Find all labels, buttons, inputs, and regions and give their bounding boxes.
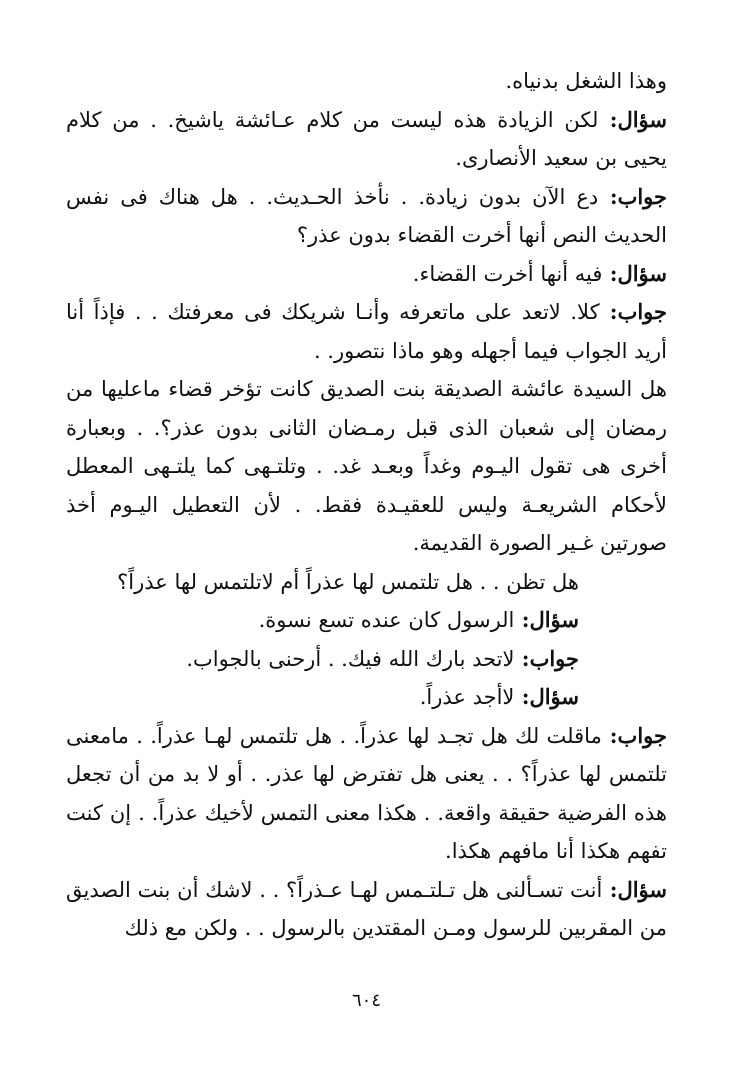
paragraph-5-text: كلا. لاتعد على ماتعرفه وأنـا شريكك فى معرفتك . . فإذاً أنا أريد الجواب فيما أجهله وهو ماذا نتصور. . <box>66 300 667 363</box>
paragraph-7 <box>66 563 667 602</box>
paragraph-3 <box>66 178 667 255</box>
page-number: ٦٠٤ <box>351 990 381 1011</box>
paragraph-4-text: فيه أنها أخرت القضاء. <box>412 261 603 286</box>
paragraph-1 <box>66 62 667 101</box>
paragraph-7-text: هل تظن . . هل تلتمس لها عذراً أم لاتلتمس لها عذراً؟ <box>117 569 579 594</box>
paragraph-2 <box>66 101 667 178</box>
paragraph-1-text: وهذا الشغل بدنياه. <box>505 69 667 93</box>
speaker-question: سؤال: <box>514 684 579 709</box>
speaker-question: سؤال: <box>514 607 579 632</box>
paragraph-8 <box>66 601 667 640</box>
paragraph-3-text: دع الآن بدون زيادة. . نأخذ الحـديث. . هل هناك فى نفس الحديث النص أنها أخرت القضاء بدون عذر؟ <box>66 184 667 247</box>
paragraph-2-text: لكن الزيادة هذه ليست من كلام عـائشة ياشيخ. . من كلام يحيى بن سعيد الأنصارى. <box>66 107 667 170</box>
paragraph-10 <box>66 678 667 717</box>
paragraph-5 <box>66 293 667 370</box>
paragraph-6-text: هل السيدة عائشة الصديقة بنت الصديق كانت تؤخر قضاء ماعليها من رمضان إلى شعبان الذى قبل رمـضان الثانى بدون عذر؟. . وبعبارة أخرى هى تقول اليـوم وغداً وبعـد غد. . وتلتـهى كما يلتـهى المعطل لأحكام الشريعـة وليس للعقيـدة فقط. . لأن التعطيل اليـوم أخذ صورتين غـير الصورة القديمة. <box>66 377 667 555</box>
paragraph-4 <box>66 255 667 294</box>
paragraph-6 <box>66 370 667 563</box>
paragraph-11 <box>66 717 667 871</box>
paragraph-12 <box>66 871 667 948</box>
speaker-answer: جواب: <box>601 722 667 748</box>
paragraph-9 <box>66 640 667 679</box>
paragraph-10-text: لاأجد عذراً. <box>419 685 515 709</box>
speaker-question: سؤال: <box>602 876 667 902</box>
speaker-answer: جواب: <box>599 299 667 324</box>
speaker-question: سؤال: <box>602 260 667 286</box>
paragraph-12-text: أنت تسـألنى هل تـلتـمس لهـا عـذراً؟ . . لاشك أن بنت الصديق من المقربين للرسول ومـن المقتدين بالرسول . . ولكن مع ذلك <box>66 877 667 940</box>
paragraph-11-text: ماقلت لك هل تجـد لها عذراً. . هل تلتمس لهـا عذراً. . مامعنى تلتمس لها عذراً؟ . . يعنى هل تفترض لها عذر. . أو لا بد من أن تجعل هذه الفرضية حقيقة واقعة. . هكذا معنى التمس لأخيك عذراً. . إن كنت تفهم هكذا أنا مافهم هكذا. <box>66 723 667 863</box>
page-body <box>66 62 667 948</box>
paragraph-9-text: لاتحد بارك الله فيك. . أرحنى بالجواب. <box>186 646 515 671</box>
speaker-question: سؤال: <box>598 106 667 132</box>
speaker-answer: جواب: <box>514 645 579 671</box>
speaker-answer: جواب: <box>598 183 668 209</box>
paragraph-8-text: الرسول كان عنده تسع نسوة. <box>258 608 515 632</box>
